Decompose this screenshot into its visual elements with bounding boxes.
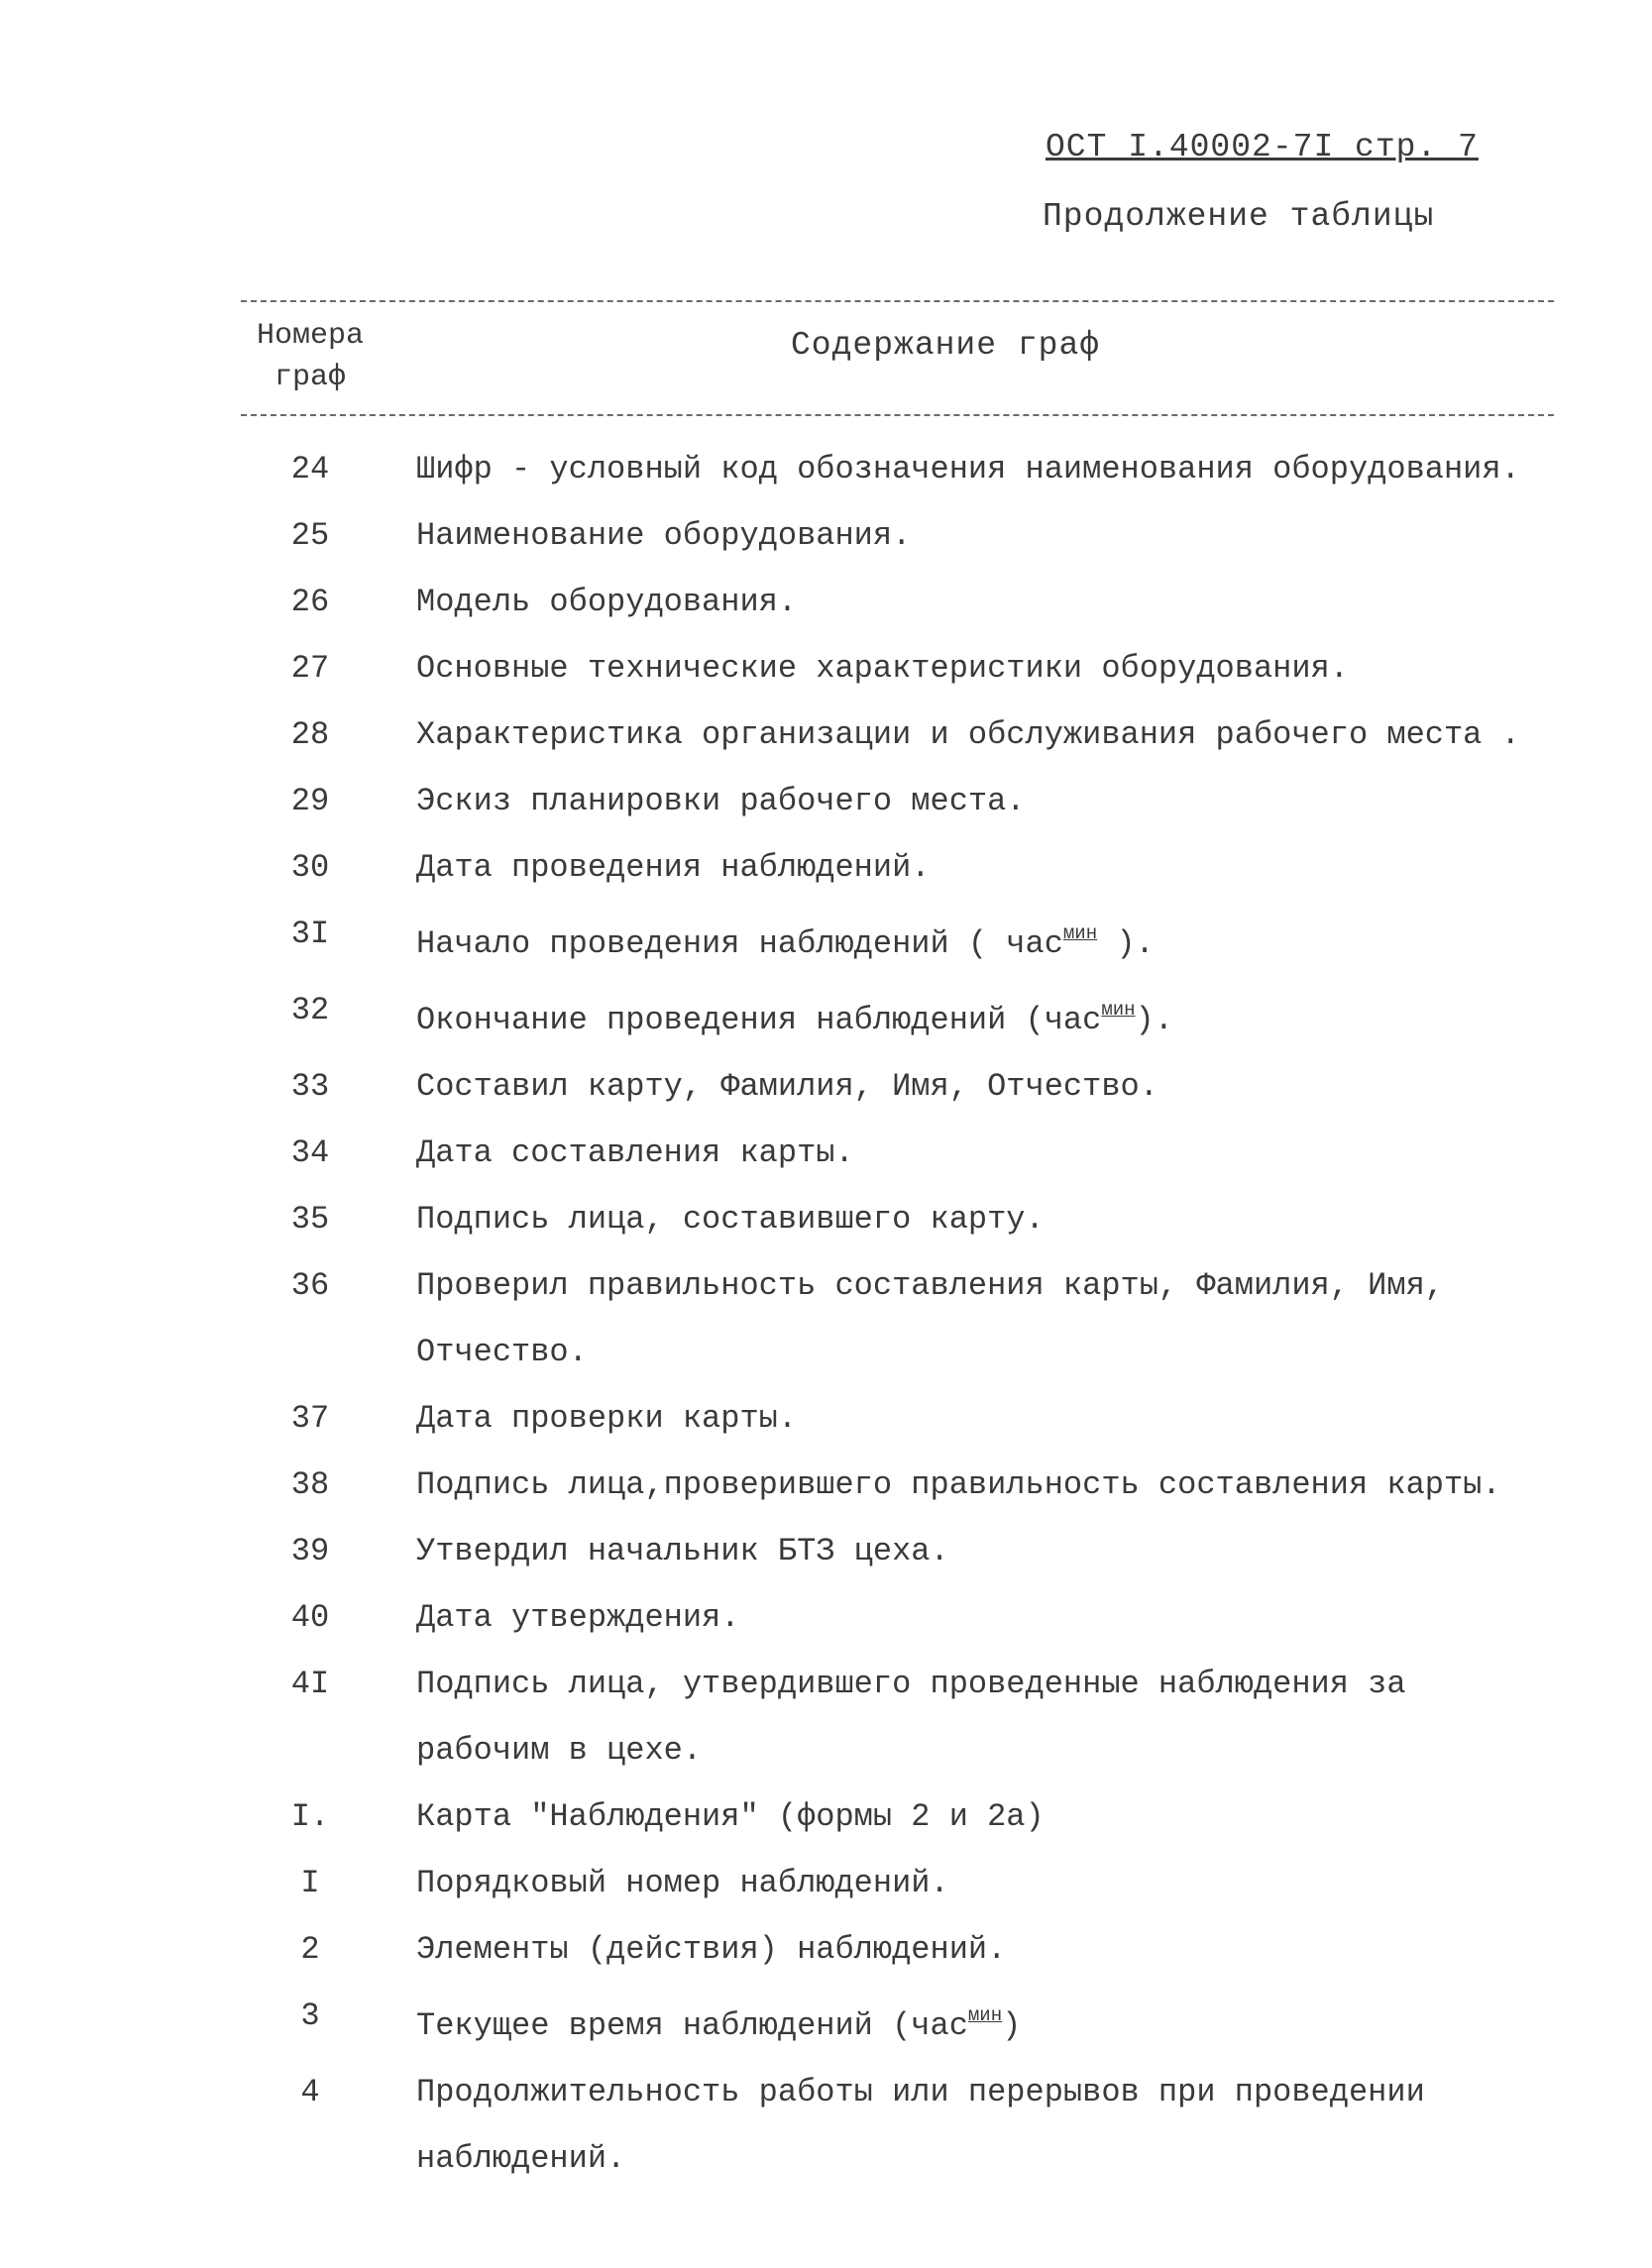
table-row xyxy=(241,901,1559,977)
row-number: 28 xyxy=(290,716,330,753)
row-number: 29 xyxy=(290,783,330,819)
table-row xyxy=(241,569,1559,635)
row-text: Основные технические характеристики оборудования. xyxy=(416,650,1349,687)
table-row xyxy=(241,834,1559,901)
row-text-after: ). xyxy=(1097,925,1155,962)
row-number: 3 xyxy=(300,1998,320,2034)
row-text: Составил карту, Фамилия, Имя, Отчество. xyxy=(416,1068,1158,1105)
document-code: ОСТ I.40002-7I стр. 7 xyxy=(1046,129,1479,165)
row-text xyxy=(380,977,1559,1053)
row-number: 30 xyxy=(290,849,330,886)
table-row xyxy=(241,1651,1559,1783)
row-text: Дата проверки карты. xyxy=(416,1400,798,1437)
table-row xyxy=(241,436,1559,502)
row-number: 4I xyxy=(290,1666,330,1702)
table-row xyxy=(241,1452,1559,1518)
minutes-superscript: мин xyxy=(1062,922,1098,944)
row-text: Характеристика организации и обслуживания рабочего места . xyxy=(416,716,1520,753)
row-text: Порядковый номер наблюдений. xyxy=(416,1865,949,1901)
row-number: 27 xyxy=(290,650,330,687)
row-text: Продолжительность работы или перерывов при проведении наблюдений. xyxy=(416,2074,1425,2177)
row-text xyxy=(380,1983,1559,2059)
row-text: Подпись лица,проверившего правильность составления карты. xyxy=(416,1466,1501,1503)
column-header-content: Содержание граф xyxy=(791,327,1101,364)
row-number: 36 xyxy=(290,1267,330,1304)
table-row xyxy=(241,1120,1559,1186)
row-text-before: Текущее время наблюдений (час xyxy=(416,2007,968,2044)
row-text-after: ). xyxy=(1135,1002,1173,1038)
table-row xyxy=(241,1385,1559,1452)
row-text: Проверил правильность составления карты, Фамилия, Имя, Отчество. xyxy=(416,1267,1444,1370)
row-number: 26 xyxy=(290,584,330,620)
table-row xyxy=(241,1850,1559,1916)
table-row xyxy=(241,1983,1559,2059)
table-body xyxy=(241,436,1559,2192)
table-row xyxy=(241,502,1559,569)
table-row xyxy=(241,768,1559,834)
row-number: 2 xyxy=(300,1931,320,1968)
table-continuation-label: Продолжение таблицы xyxy=(1043,198,1435,235)
table-row xyxy=(241,702,1559,768)
minutes-superscript: мин xyxy=(967,2004,1003,2026)
row-text-before: Окончание проведения наблюдений (час xyxy=(416,1002,1102,1038)
row-text: Наименование оборудования. xyxy=(416,517,912,554)
section-heading-row xyxy=(241,1783,1559,1850)
row-number: 33 xyxy=(290,1068,330,1105)
row-text: Эскиз планировки рабочего места. xyxy=(416,783,1026,819)
column-header-numbers-line2: граф xyxy=(274,361,346,394)
table-row xyxy=(241,977,1559,1053)
section-title: Карта "Наблюдения" (формы 2 и 2а) xyxy=(416,1798,1045,1835)
column-header-numbers xyxy=(241,315,380,398)
row-number: 25 xyxy=(290,517,330,554)
table-row xyxy=(241,1186,1559,1252)
table-row xyxy=(241,2059,1559,2192)
row-number: 4 xyxy=(300,2074,320,2110)
minutes-superscript: мин xyxy=(1101,999,1136,1021)
row-text-after: ) xyxy=(1002,2007,1022,2044)
row-text-before: Начало проведения наблюдений ( час xyxy=(416,925,1063,962)
row-number: 32 xyxy=(290,992,330,1028)
row-number: 39 xyxy=(290,1533,330,1569)
row-number: 40 xyxy=(290,1599,330,1636)
table-top-rule xyxy=(241,300,1554,302)
row-number: 3I xyxy=(290,916,330,952)
table-row xyxy=(241,1252,1559,1385)
row-number: 37 xyxy=(290,1400,330,1437)
row-text: Модель оборудования. xyxy=(416,584,798,620)
row-text: Дата составления карты. xyxy=(416,1134,854,1171)
row-number: 38 xyxy=(290,1466,330,1503)
table-row xyxy=(241,1584,1559,1651)
row-text: Дата утверждения. xyxy=(416,1599,740,1636)
table-row xyxy=(241,635,1559,702)
row-text: Подпись лица, утвердившего проведенные наблюдения за рабочим в цехе. xyxy=(416,1666,1406,1769)
table-header-rule xyxy=(241,414,1554,416)
row-number: 34 xyxy=(290,1134,330,1171)
row-text: Элементы (действия) наблюдений. xyxy=(416,1931,1007,1968)
row-text: Шифр - условный код обозначения наименования оборудования. xyxy=(416,451,1520,487)
row-text: Дата проведения наблюдений. xyxy=(416,849,931,886)
column-header-numbers-line1: Номера xyxy=(256,319,365,353)
row-text xyxy=(380,901,1559,977)
row-number: I xyxy=(300,1865,320,1901)
table-row xyxy=(241,1053,1559,1120)
row-text: Утвердил начальник БТЗ цеха. xyxy=(416,1533,949,1569)
section-number: I. xyxy=(290,1798,330,1835)
row-text: Подпись лица, составившего карту. xyxy=(416,1201,1045,1238)
row-number: 24 xyxy=(290,451,330,487)
table-row xyxy=(241,1518,1559,1584)
row-number: 35 xyxy=(290,1201,330,1238)
table-row xyxy=(241,1916,1559,1983)
